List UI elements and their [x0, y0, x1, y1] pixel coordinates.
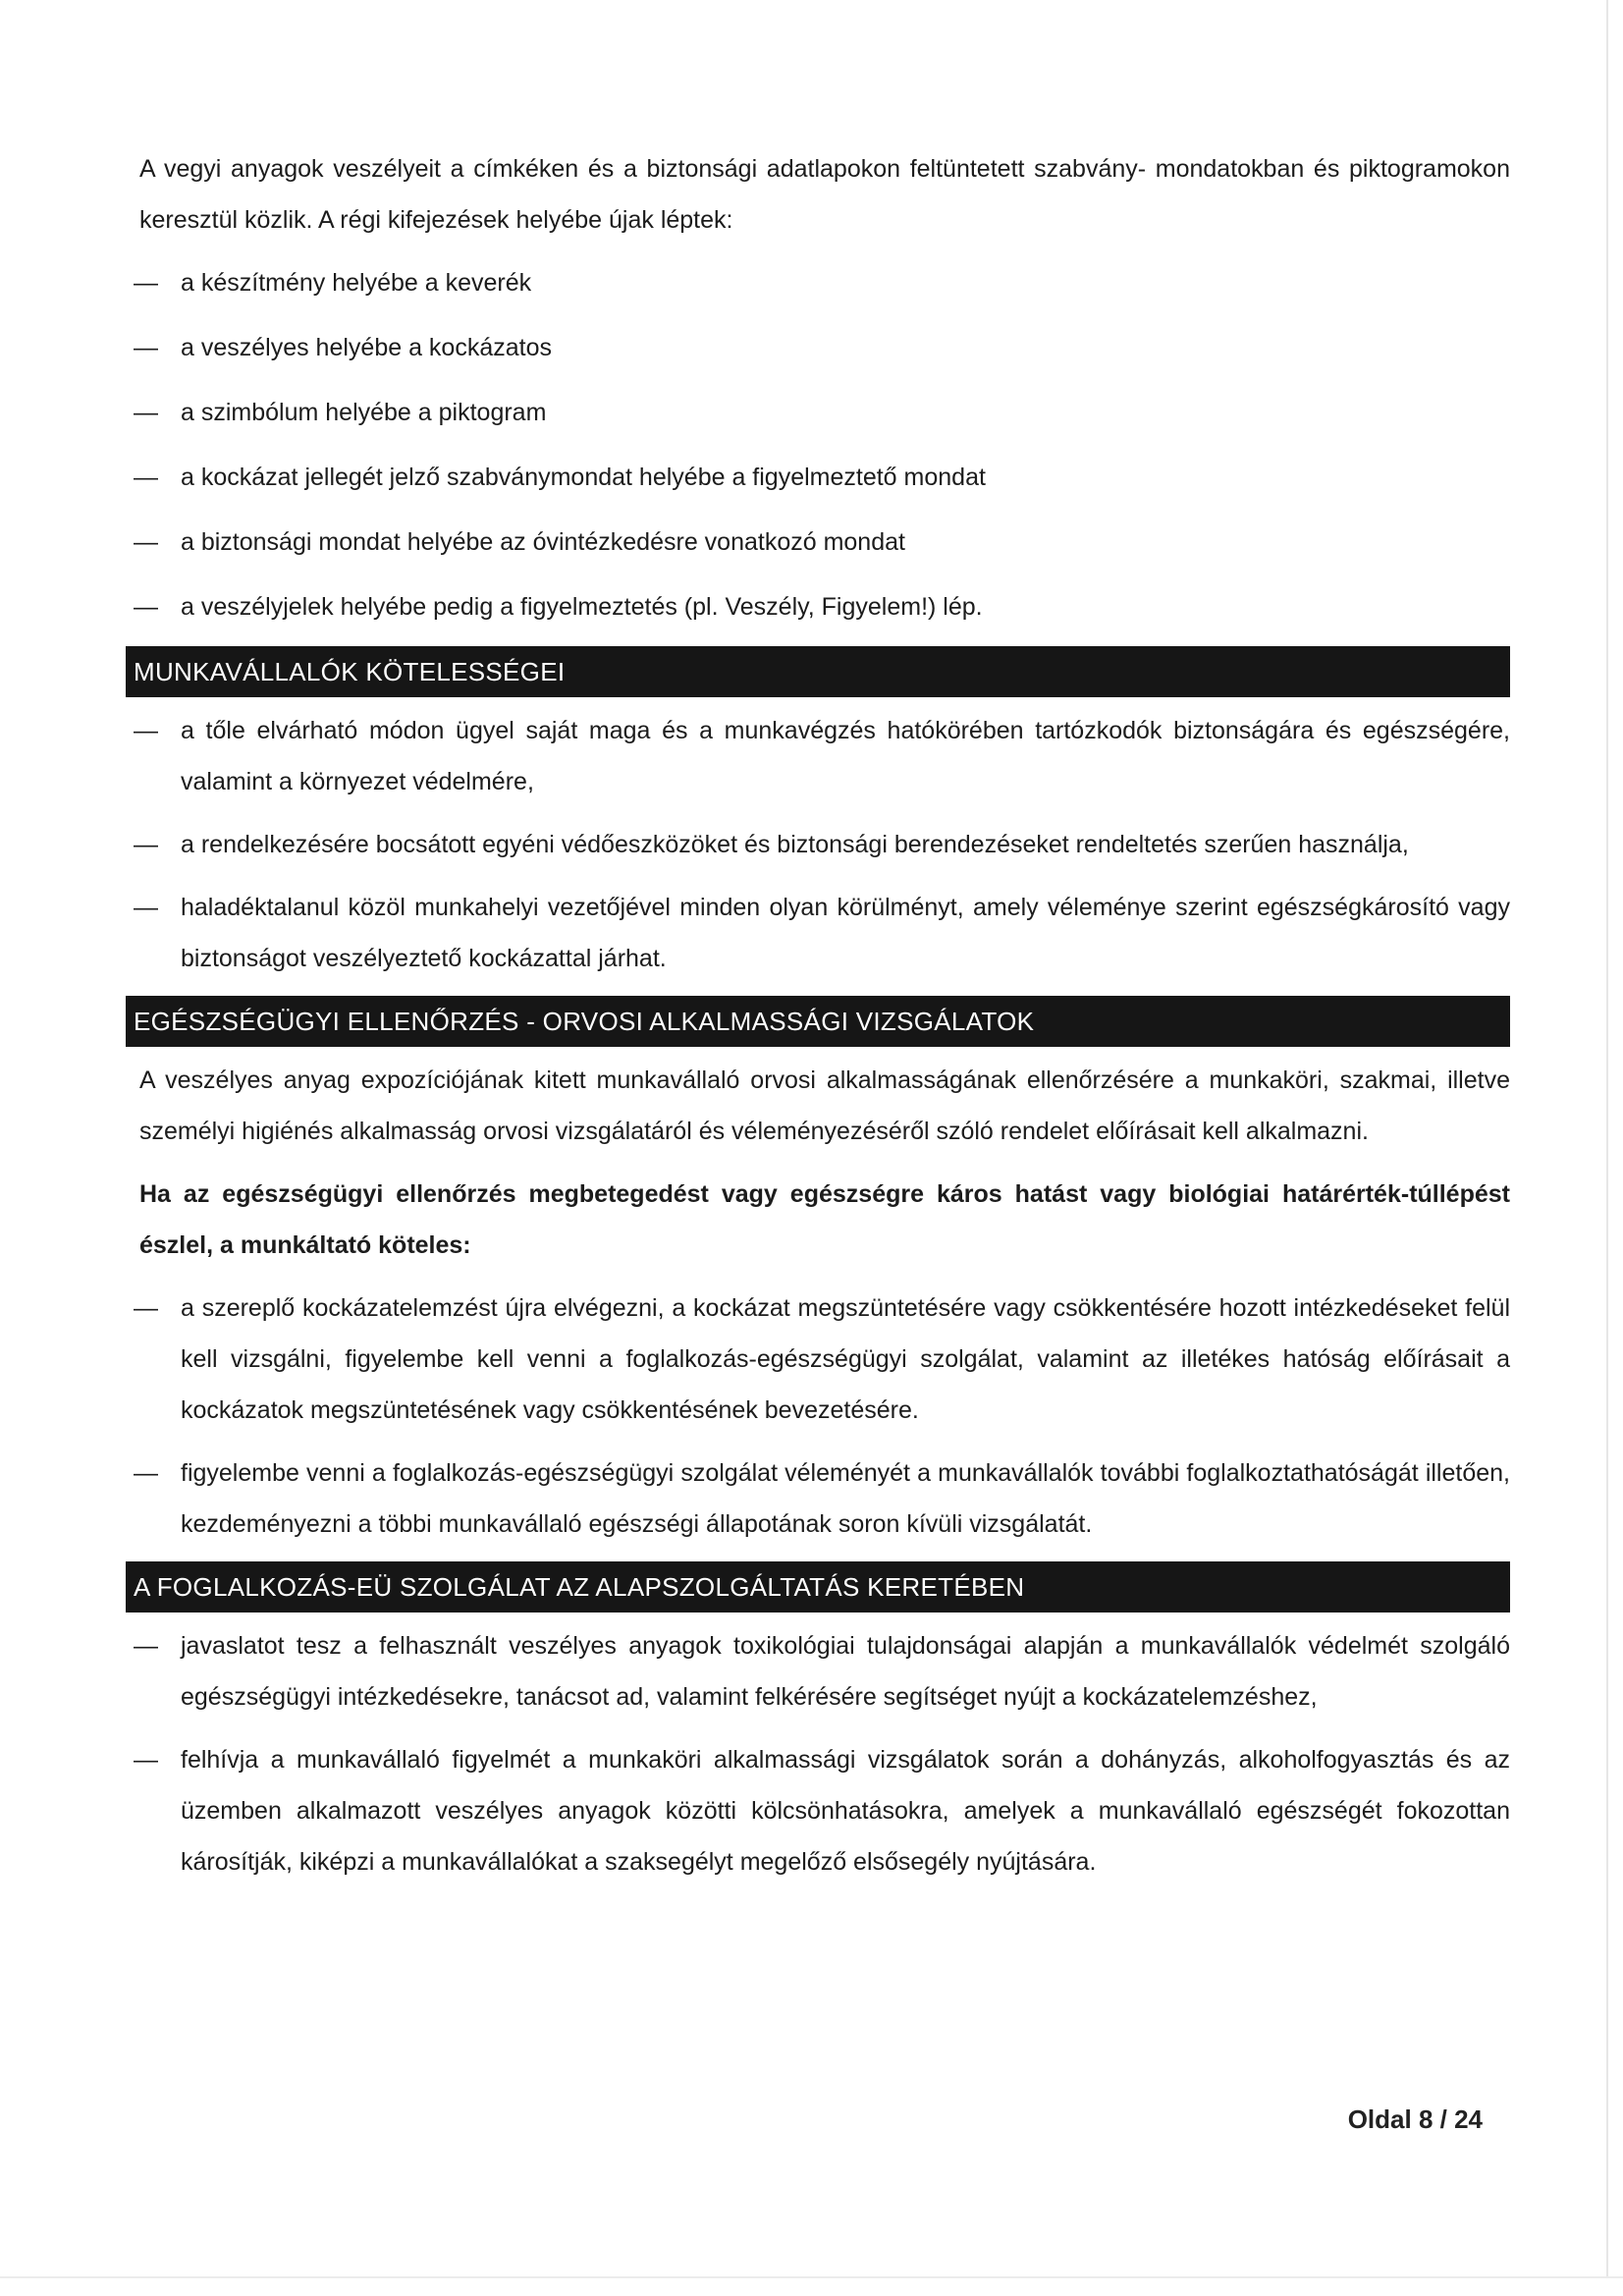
list-item-text: a tőle elvárható módon ügyel saját maga és a munkavégzés hatókörében tartózkodók biztonságára és egészségére, valamint a környezet védelmére, — [181, 717, 1510, 795]
dash-bullet: — — [134, 593, 158, 621]
dash-bullet: — — [134, 269, 158, 297]
dash-bullet: — — [134, 1632, 158, 1660]
section-heading-worker-duties: MUNKAVÁLLALÓK KÖTELESSÉGEI — [126, 646, 1510, 697]
dash-bullet: — — [134, 717, 158, 744]
list-item — [126, 387, 1510, 438]
list-item — [126, 1734, 1510, 1887]
page-number: Oldal 8 / 24 — [1347, 2105, 1483, 2134]
intro-term-list — [126, 257, 1510, 632]
list-item-text: a kockázat jellegét jelző szabványmondat helyébe a figyelmeztető mondat — [181, 464, 986, 491]
occupational-health-service-list — [126, 1620, 1510, 1887]
employer-obligations-list — [126, 1283, 1510, 1550]
dash-bullet: — — [134, 894, 158, 921]
intro-paragraph: A vegyi anyagok veszélyeit a címkéken és a biztonsági adatlapokon feltüntetett szabvány- mondatokban és piktogramokon keresztül közlik. A régi kifejezések helyébe újak léptek: — [139, 155, 1510, 234]
health-check-paragraph: A veszélyes anyag expozíciójának kitett munkavállaló orvosi alkalmasságának ellenőrzésére a munkaköri, szakmai, illetve személyi higiénés alkalmasság orvosi vizsgálatáról és véleményezéséről szóló rendelet előírásait kell alkalmazni. — [139, 1066, 1510, 1145]
list-item — [126, 1283, 1510, 1436]
list-item — [126, 257, 1510, 308]
section-heading-health-check: EGÉSZSÉGÜGYI ELLENŐRZÉS - ORVOSI ALKALMASSÁGI VIZSGÁLATOK — [126, 996, 1510, 1047]
dash-bullet: — — [134, 1746, 158, 1774]
worker-duties-list — [126, 705, 1510, 984]
list-item-text: a szereplő kockázatelemzést újra elvégezni, a kockázat megszüntetésére vagy csökkentésére hozott intézkedéseket felül kell vizsgálni, figyelembe kell venni a foglalkozás-egészségügyi szolgálat, valamint az illetékes hatóság előírásait a kockázatok megszüntetésének vagy csökkentésének bevezetésére. — [181, 1294, 1510, 1424]
list-item — [126, 581, 1510, 632]
list-item — [126, 517, 1510, 568]
dash-bullet: — — [134, 1459, 158, 1487]
list-item — [126, 322, 1510, 373]
dash-bullet: — — [134, 464, 158, 491]
section-heading-occupational-health-service: A FOGLALKOZÁS-EÜ SZOLGÁLAT AZ ALAPSZOLGÁLTATÁS KERETÉBEN — [126, 1561, 1510, 1613]
scan-edge-bottom — [0, 2276, 1623, 2278]
dash-bullet: — — [134, 334, 158, 361]
list-item-text: figyelembe venni a foglalkozás-egészségügyi szolgálat véleményét a munkavállalók további foglalkoztathatóságát illetően, kezdeményezni a többi munkavállaló egészségi állapotának soron kívüli vizsgálatát. — [181, 1459, 1510, 1538]
list-item-text: javaslatot tesz a felhasznált veszélyes anyagok toxikológiai tulajdonságai alapján a munkavállalók védelmét szolgáló egészségügyi intézkedésekre, tanácsot ad, valamint felkérésére segítséget nyújt a kockázatelemzéshez, — [181, 1632, 1510, 1711]
list-item-text: a veszélyes helyébe a kockázatos — [181, 334, 552, 361]
list-item-text: a biztonsági mondat helyébe az óvintézkedésre vonatkozó mondat — [181, 528, 905, 556]
list-item — [126, 882, 1510, 984]
list-item-text: haladéktalanul közöl munkahelyi vezetőjével minden olyan körülményt, amely véleménye szerint egészségkárosító vagy biztonságot veszélyeztető kockázattal járhat. — [181, 894, 1510, 972]
page-content — [126, 143, 1510, 1899]
dash-bullet: — — [134, 1294, 158, 1322]
list-item — [126, 1620, 1510, 1722]
list-item — [126, 705, 1510, 807]
dash-bullet: — — [134, 399, 158, 426]
dash-bullet: — — [134, 528, 158, 556]
list-item — [126, 1448, 1510, 1550]
list-item — [126, 452, 1510, 503]
scan-edge-right — [1606, 0, 1608, 2278]
dash-bullet: — — [134, 831, 158, 858]
health-check-bold-paragraph: Ha az egészségügyi ellenőrzés megbetegedést vagy egészségre káros hatást vagy biológiai határérték-túllépést észlel, a munkáltató köteles: — [139, 1180, 1510, 1259]
list-item-text: a rendelkezésére bocsátott egyéni védőeszközöket és biztonsági berendezéseket rendeltetés szerűen használja, — [181, 831, 1409, 858]
list-item-text: a szimbólum helyébe a piktogram — [181, 399, 547, 426]
list-item-text: a veszélyjelek helyébe pedig a figyelmeztetés (pl. Veszély, Figyelem!) lép. — [181, 593, 983, 621]
list-item-text: a készítmény helyébe a keverék — [181, 269, 532, 297]
list-item-text: felhívja a munkavállaló figyelmét a munkaköri alkalmassági vizsgálatok során a dohányzás, alkoholfogyasztás és az üzemben alkalmazott veszélyes anyagok közötti kölcsönhatásokra, amelyek a munkavállaló egészségét fokozottan károsítják, kiképzi a munkavállalókat a szaksegélyt megelőző elsősegély nyújtására. — [181, 1746, 1510, 1876]
list-item — [126, 819, 1510, 870]
